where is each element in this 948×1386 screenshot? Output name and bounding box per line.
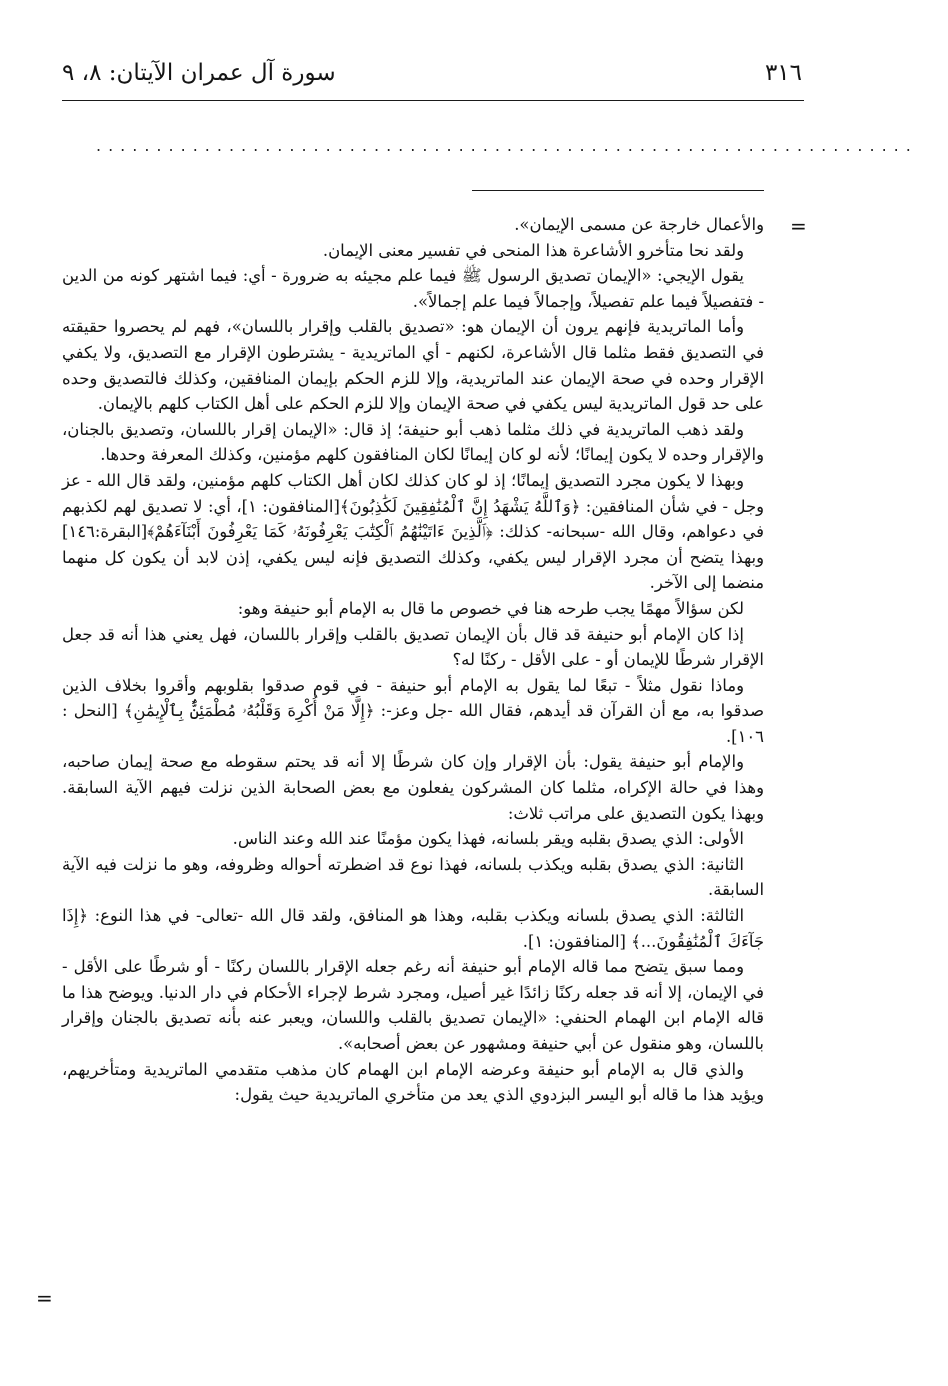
paragraph: وبهذا لا يكون مجرد التصديق إيمانًا؛ إذ لو كان كذلك لكان أهل الكتاب كلهم مؤمنين، ولقد قال الله - عز وجل - في شأن المنافقين: ﴿وَٱللَّهُ يَشْهَدُ إِنَّ ٱلْمُنَٰفِقِينَ لَكَٰذِبُونَ﴾[المنافقون: ١]، أي: لا تصديق لهم لكذبهم في دعواهم، وقال الله -سبحانه- كذلك: ﴿ٱلَّذِينَ ءَاتَيْنَٰهُمُ ٱلْكِتَٰبَ يَعْرِفُونَهُۥ كَمَا يَعْرِفُونَ أَبْنَآءَهُمْ﴾[البقرة:١٤٦] وبهذا يتضح أن مجرد الإقرار ليس يكفي، وكذلك التصديق فإنه ليس يكفي، إذن لابد أن يكون كل منهما منضما إلى الآخر. [62, 470, 764, 593]
paragraph: وماذا نقول مثلاً - تبعًا لما يقول به الإمام أبو حنيفة - في قوم صدقوا بقلوبهم وأقروا بخلاف الذين صدقوا به، مع أن القرآن قد أيدهم، فقال الله -جل وعز-: ﴿إِلَّا مَنْ أُكْرِهَ وَقَلْبُهُۥ مُطْمَئِنٌّۢ بِٱلْإِيمَٰنِ﴾ [النحل : ١٠٦]. [62, 675, 764, 746]
paragraph: الأولى: الذي يصدق بقلبه ويقر بلسانه، فهذا يكون مؤمنًا عند الله وعند الناس. [232, 829, 744, 849]
paragraph: يقول الإيجي: «الإيمان تصديق الرسول ﷺ فيما علم مجيئه به ضرورة - أي: فيما اشتهر كونه من الدين - فتفصيلاً فيما علم تفصيلاً، وإجمالاً فيما علم إجمالاً». [62, 266, 764, 311]
paragraph: وأما الماتريدية فإنهم يرون أن الإيمان هو: «تصديق بالقلب وإقرار باللسان»، فهم لم يحصروا حقيقته في التصديق فقط مثلما قال الأشاعرة، لكنهم - أي الماتريدية - يشترطون الإقرار مع التصديق، ولا يكفي الإقرار وحده في صحة الإيمان عند الماتريدية، وإلا للزم الحكم بإيمان المنافقين، وكذلك فالتصديق وحده على حد قول الماتريدية ليس يكفي في صحة الإيمان وإلا للزم الحكم على أهل الكتاب كلهم بالإيمان. [62, 317, 764, 414]
dotted-separator: .................................................................... [96, 136, 918, 155]
paragraph: إذا كان الإمام أبو حنيفة قد قال بأن الإيمان تصديق بالقلب وإقرار باللسان، فهل يعني هذا أنه قد جعل الإقرار شرطًا للإيمان أو - على الأقل - ركنًا له؟ [62, 624, 764, 670]
page-header [62, 52, 802, 94]
paragraph: والذي قال به الإمام أبو حنيفة وعرضه الإمام ابن الهمام كان مذهب متقدمي الماتريدية ومتأخريهم، ويؤيد هذا ما قاله أبو اليسر البزدوي الذي يعد من متأخري الماتريدية حيث يقول: [62, 1059, 764, 1105]
paragraph: ولقد ذهب الماتريدية في ذلك مثلما ذهب أبو حنيفة؛ إذ قال: «الإيمان إقرار باللسان، وتصديق بالجنان، والإقرار وحده لا يكون إيمانًا؛ لأنه لو كان إيمانًا لكان المنافقون كلهم مؤمنين، وكذلك المعرفة وحدها. [62, 419, 764, 465]
paragraph: الثالثة: الذي يصدق بلسانه ويكذب بقلبه، وهذا هو المنافق، ولقد قال الله -تعالى- في هذا النوع: ﴿إِذَا جَآءَكَ ٱلْمُنَٰفِقُونَ...﴾ [المنافقون: ١]. [62, 906, 764, 951]
header-rule [62, 100, 804, 101]
paragraph: والأعمال خارجة عن مسمى الإيمان». [514, 215, 764, 234]
footnote-rule [472, 190, 764, 191]
running-title: سورة آل عمران الآيتان: ٨، ٩ [62, 60, 336, 86]
continuation-mark-bottom: = [36, 1286, 53, 1310]
paragraph: والإمام أبو حنيفة يقول: بأن الإقرار وإن كان شرطًا إلا أنه قد يحتم سقوطه مع صحة إيمان صاحبه، وهذا في حالة الإكراه، مثلما كان المشركون يفعلون مع بعض الصحابة الذين نزلت فيهم الآية السابقة. وبهذا يكون التصديق على مراتب ثلاث: [62, 752, 764, 823]
continuation-mark-top: = [790, 214, 807, 238]
paragraph: الثانية: الذي يصدق بقلبه ويكذب بلسانه، فهذا نوع قد اضطرته أحواله وظروفه، وهو ما نزلت فيه الآية السابقة. [62, 854, 764, 900]
paragraph: لكن سؤالاً مهمًا يجب طرحه هنا في خصوص ما قال به الإمام أبو حنيفة وهو: [237, 598, 744, 618]
paragraph: ولقد نحا متأخرو الأشاعرة هذا المنحى في تفسير معنى الإيمان. [322, 240, 744, 260]
paragraph: ومما سبق يتضح مما قاله الإمام أبو حنيفة أنه رغم جعله الإقرار باللسان ركنًا - أو شرطًا على الأقل - في الإيمان، إلا أنه قد جعله ركنًا زائدًا غير أصيل، ومجرد شرط لإجراء الأحكام في دار الدنيا. ويوضح هذا ما قاله الإمام ابن الهمام الحنفي: «الإيمان تصديق بالقلب واللسان، ويعبر عنه بأنه تصديق بالجنان وإقرار باللسان، وهو منقول عن أبي حنيفة ومشهور عن بعض أصحابه». [62, 957, 764, 1053]
body-text [62, 212, 764, 1322]
page-number: ٣١٦ [764, 60, 802, 86]
